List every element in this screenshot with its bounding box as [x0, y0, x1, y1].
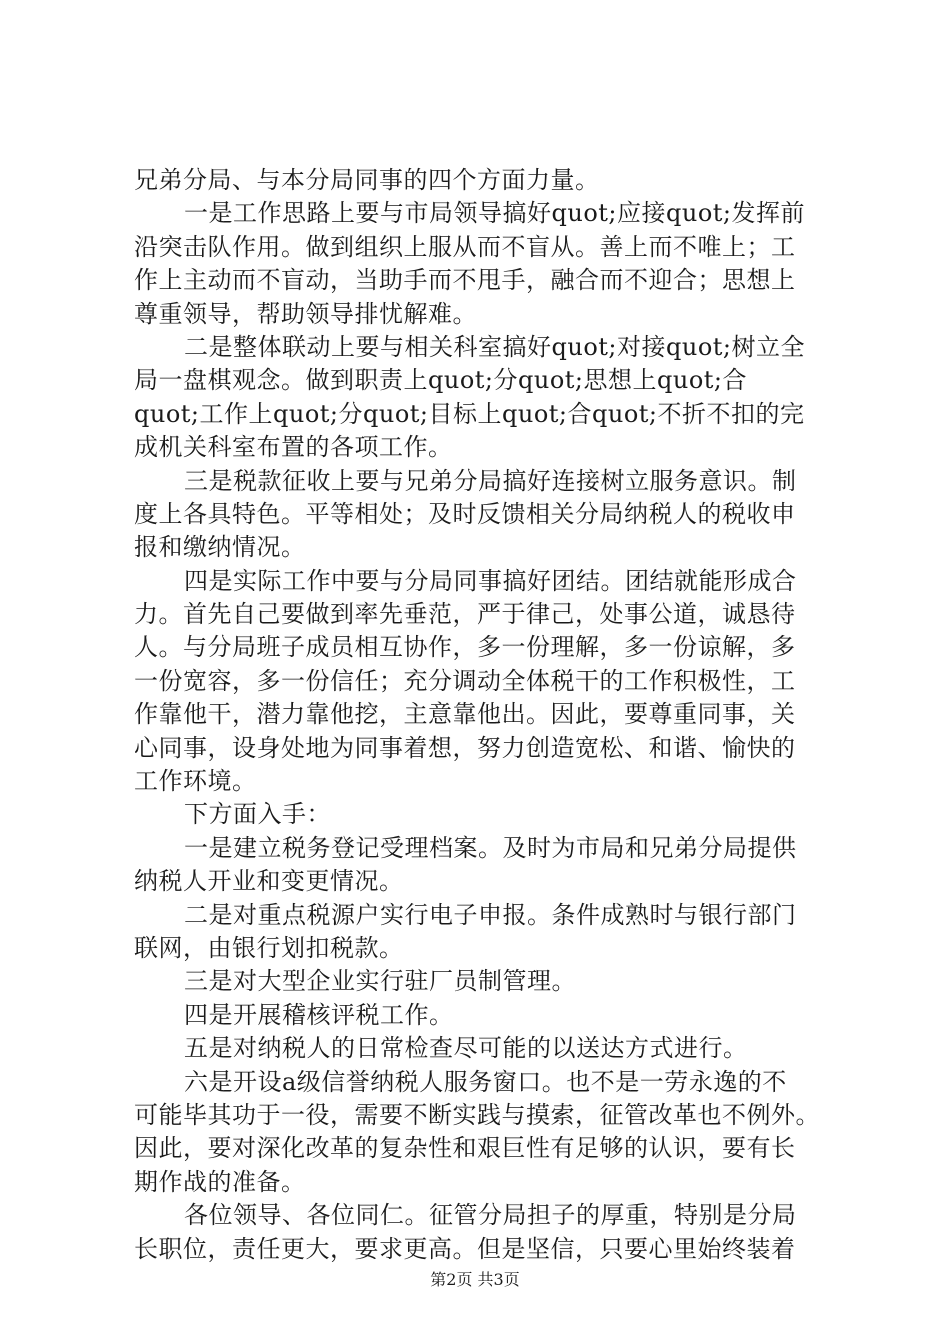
- text-line: 二是整体联动上要与相关科室搞好quot;对接quot;树立全: [184, 332, 805, 361]
- text-line: 一份宽容，多一份信任；充分调动全体税干的工作积极性，工: [134, 666, 796, 695]
- text-line: 二是对重点税源户实行电子申报。条件成熟时与银行部门: [184, 900, 797, 929]
- text-line: 力。首先自己要做到率先垂范，严于律己，处事公道，诚恳待: [134, 600, 796, 629]
- text-line: 兄弟分局、与本分局同事的四个方面力量。: [134, 166, 600, 194]
- text-line: 四是开展稽核评税工作。: [184, 1000, 454, 1029]
- text-line: 可能毕其功于一役，需要不断实践与摸索，征管改革也不例外。: [134, 1100, 820, 1129]
- text-line: 心同事，设身处地为同事着想，努力创造宽松、和谐、愉快的: [134, 733, 796, 762]
- text-line: 长职位，责任更大，要求更高。但是坚信，只要心里始终装着: [134, 1234, 796, 1263]
- text-line: 局一盘棋观念。做到职责上quot;分quot;思想上quot;合: [134, 366, 747, 395]
- text-line: 纳税人开业和变更情况。: [134, 867, 404, 896]
- text-line: 各位领导、各位同仁。征管分局担子的厚重，特别是分局: [184, 1201, 797, 1230]
- text-line: 报和缴纳情况。: [134, 533, 306, 562]
- text-line: 一是工作思路上要与市局领导搞好quot;应接quot;发挥前: [184, 199, 805, 228]
- text-line: 工作环境。: [134, 767, 257, 796]
- text-line: 度上各具特色。平等相处；及时反馈相关分局纳税人的税收申: [134, 499, 796, 528]
- text-line: 六是开设a级信誉纳税人服务窗口。也不是一劳永逸的不: [184, 1067, 787, 1096]
- text-line: 三是对大型企业实行驻厂员制管理。: [184, 967, 576, 996]
- text-line: 期作战的准备。: [134, 1167, 306, 1196]
- text-line: 作靠他干，潜力靠他挖，主意靠他出。因此，要尊重同事，关: [134, 700, 796, 729]
- text-line: 成机关科室布置的各项工作。: [134, 433, 453, 462]
- document-body: [134, 164, 834, 1266]
- text-line: 沿突击队作用。做到组织上服从而不盲从。善上而不唯上；工: [134, 232, 796, 261]
- text-line: 作上主动而不盲动，当助手而不甩手，融合而不迎合；思想上: [134, 266, 796, 295]
- text-line: 一是建立税务登记受理档案。及时为市局和兄弟分局提供: [184, 833, 797, 862]
- text-line: quot;工作上quot;分quot;目标上quot;合quot;不折不扣的完: [134, 399, 805, 428]
- text-line: 下方面入手：: [184, 800, 331, 829]
- text-line: 四是实际工作中要与分局同事搞好团结。团结就能形成合: [184, 566, 797, 595]
- page-number: 第2页 共3页: [430, 1270, 520, 1289]
- page-footer: [0, 1270, 950, 1290]
- text-line: 五是对纳税人的日常检查尽可能的以送达方式进行。: [184, 1034, 748, 1063]
- text-line: 因此，要对深化改革的复杂性和艰巨性有足够的认识，要有长: [134, 1134, 796, 1163]
- text-line: 人。与分局班子成员相互协作，多一份理解，多一份谅解，多: [134, 633, 796, 662]
- text-line: 联网，由银行划扣税款。: [134, 933, 404, 962]
- text-line: 尊重领导，帮助领导排忧解难。: [134, 299, 477, 328]
- text-line: 三是税款征收上要与兄弟分局搞好连接树立服务意识。制: [184, 466, 797, 495]
